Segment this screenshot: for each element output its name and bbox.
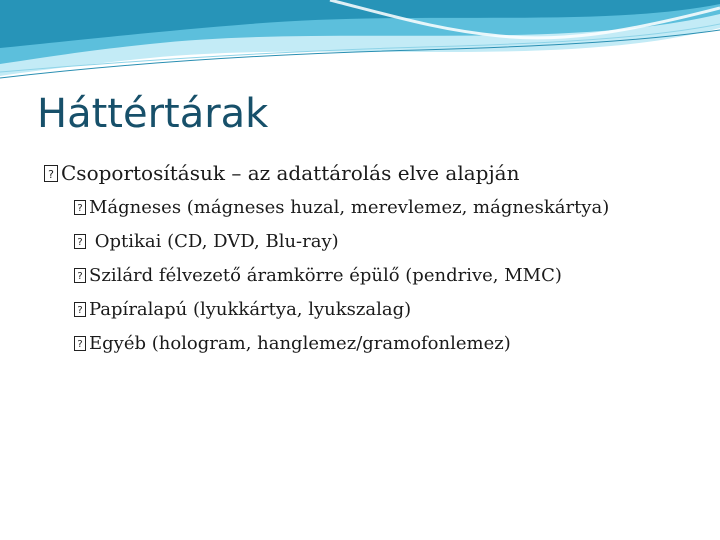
sub-bullet-text: Szilárd félvezető áramkörre épülő (pendrive, MMC)	[89, 264, 562, 286]
missing-glyph-box-icon: ?	[74, 268, 86, 283]
main-bullet	[44, 156, 704, 190]
decorative-wave-header	[0, 0, 720, 90]
missing-glyph-box-icon: ?	[74, 336, 86, 351]
sub-bullet-solid-state	[44, 258, 704, 292]
slide-title: Háttértárak	[37, 91, 269, 137]
sub-bullet-text: Papíralapú (lyukkártya, lyukszalag)	[89, 298, 412, 320]
sub-bullet-magnetic	[44, 190, 704, 224]
missing-glyph-box-icon: ?	[74, 302, 86, 317]
sub-bullet-text: Optikai (CD, DVD, Blu-ray)	[89, 230, 339, 252]
missing-glyph-box-icon: ?	[44, 165, 58, 182]
sub-bullet-text: Mágneses (mágneses huzal, merevlemez, mágneskártya)	[89, 196, 610, 218]
main-bullet-text: Csoportosításuk – az adattárolás elve alapján	[61, 161, 520, 185]
sub-bullet-text: Egyéb (hologram, hanglemez/gramofonlemez)	[89, 332, 511, 354]
sub-bullet-paper	[44, 292, 704, 326]
sub-bullet-other	[44, 326, 704, 360]
missing-glyph-box-icon: ?	[74, 234, 86, 249]
bullet-list	[44, 156, 704, 360]
sub-bullet-optical	[44, 224, 704, 258]
missing-glyph-box-icon: ?	[74, 200, 86, 215]
